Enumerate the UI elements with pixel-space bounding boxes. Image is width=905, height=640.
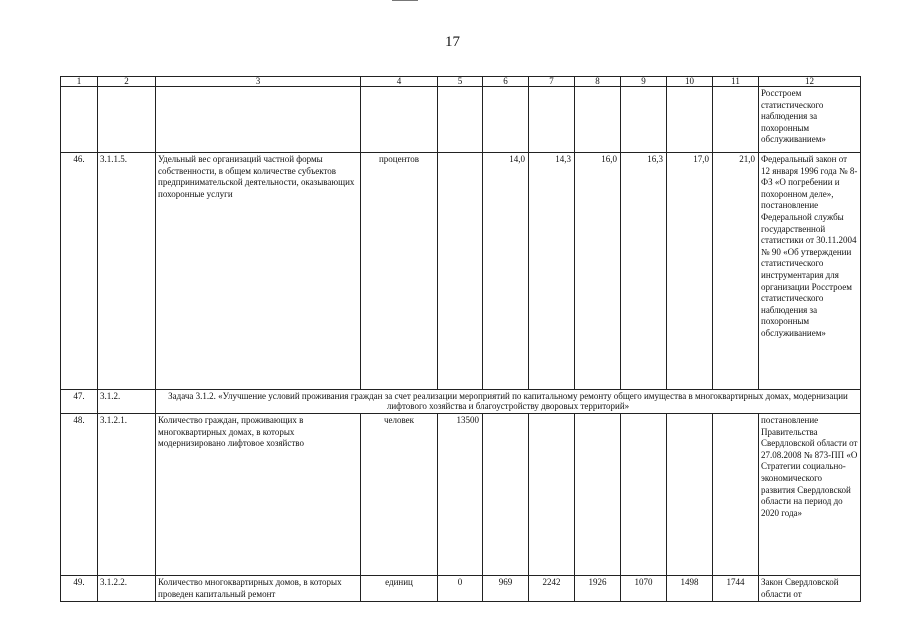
base-value [438, 153, 483, 390]
col-header-5: 5 [438, 77, 483, 87]
row-number: 47. [61, 390, 98, 414]
indicator-name: Количество граждан, проживающих в многоквартирных домах, в которых модернизировано лифтовое хозяйство [156, 414, 361, 576]
value-col-9: 1070 [621, 576, 667, 602]
table-row-49 [61, 576, 861, 602]
unit: человек [361, 414, 438, 576]
value-col-7 [529, 414, 575, 576]
value-col-10: 1498 [667, 576, 713, 602]
col-header-3: 3 [156, 77, 361, 87]
indicator-name: Удельный вес организаций частной формы собственности, в общем количестве субъектов предпринимательской деятельности, оказывающих похоронные услуги [156, 153, 361, 390]
unit: единиц [361, 576, 438, 602]
top-edge-mark [392, 0, 418, 1]
row-code: 3.1.2.1. [98, 414, 156, 576]
value-col-6 [483, 414, 529, 576]
row-number: 46. [61, 153, 98, 390]
value-col-9 [621, 414, 667, 576]
column-number-row [61, 77, 861, 87]
col-header-4: 4 [361, 77, 438, 87]
continuation-source: Росстроем статистического наблюдения за похоронным обслуживанием» [759, 87, 861, 153]
value-col-6: 14,0 [483, 153, 529, 390]
col-header-8: 8 [575, 77, 621, 87]
value-col-10: 17,0 [667, 153, 713, 390]
base-value: 0 [438, 576, 483, 602]
row-number: 49. [61, 576, 98, 602]
continuation-row [61, 87, 861, 153]
base-value: 13500 [438, 414, 483, 576]
table-row-48 [61, 414, 861, 576]
indicators-table [60, 76, 861, 602]
value-col-11: 1744 [713, 576, 759, 602]
col-header-11: 11 [713, 77, 759, 87]
value-col-11 [713, 414, 759, 576]
value-col-9: 16,3 [621, 153, 667, 390]
row-code: 3.1.2. [98, 390, 156, 414]
col-header-9: 9 [621, 77, 667, 87]
value-col-8: 1926 [575, 576, 621, 602]
row-code: 3.1.1.5. [98, 153, 156, 390]
value-col-8 [575, 414, 621, 576]
page-number: 17 [445, 34, 460, 50]
col-header-10: 10 [667, 77, 713, 87]
table-row-47-task [61, 390, 861, 414]
col-header-7: 7 [529, 77, 575, 87]
row-code: 3.1.2.2. [98, 576, 156, 602]
unit: процентов [361, 153, 438, 390]
legal-source: Закон Свердловской области от [759, 576, 861, 602]
value-col-7: 2242 [529, 576, 575, 602]
value-col-11: 21,0 [713, 153, 759, 390]
value-col-6: 969 [483, 576, 529, 602]
col-header-12: 12 [759, 77, 861, 87]
col-header-2: 2 [98, 77, 156, 87]
value-col-10 [667, 414, 713, 576]
legal-source: постановление Правительства Свердловской области от 27.08.2008 № 873-ПП «О Стратегии социально-экономического развития Свердловской области на период до 2020 года» [759, 414, 861, 576]
task-heading: Задача 3.1.2. «Улучшение условий проживания граждан за счет реализации мероприятий по капитальному ремонту общего имущества в многоквартирных домах, модернизации лифтового хозяйства и благоустройству дворовых территорий» [156, 390, 861, 414]
col-header-1: 1 [61, 77, 98, 87]
table-row-46 [61, 153, 861, 390]
indicator-name: Количество многоквартирных домов, в которых проведен капитальный ремонт [156, 576, 361, 602]
row-number: 48. [61, 414, 98, 576]
col-header-6: 6 [483, 77, 529, 87]
legal-source: Федеральный закон от 12 января 1996 года № 8-ФЗ «О погребении и похоронном деле», постановление Федеральной службы государственной статистики от 30.11.2004 № 90 «Об утверждении статистического инструментария для организации Росстроем статистического наблюдения за похоронным обслуживанием» [759, 153, 861, 390]
value-col-8: 16,0 [575, 153, 621, 390]
value-col-7: 14,3 [529, 153, 575, 390]
